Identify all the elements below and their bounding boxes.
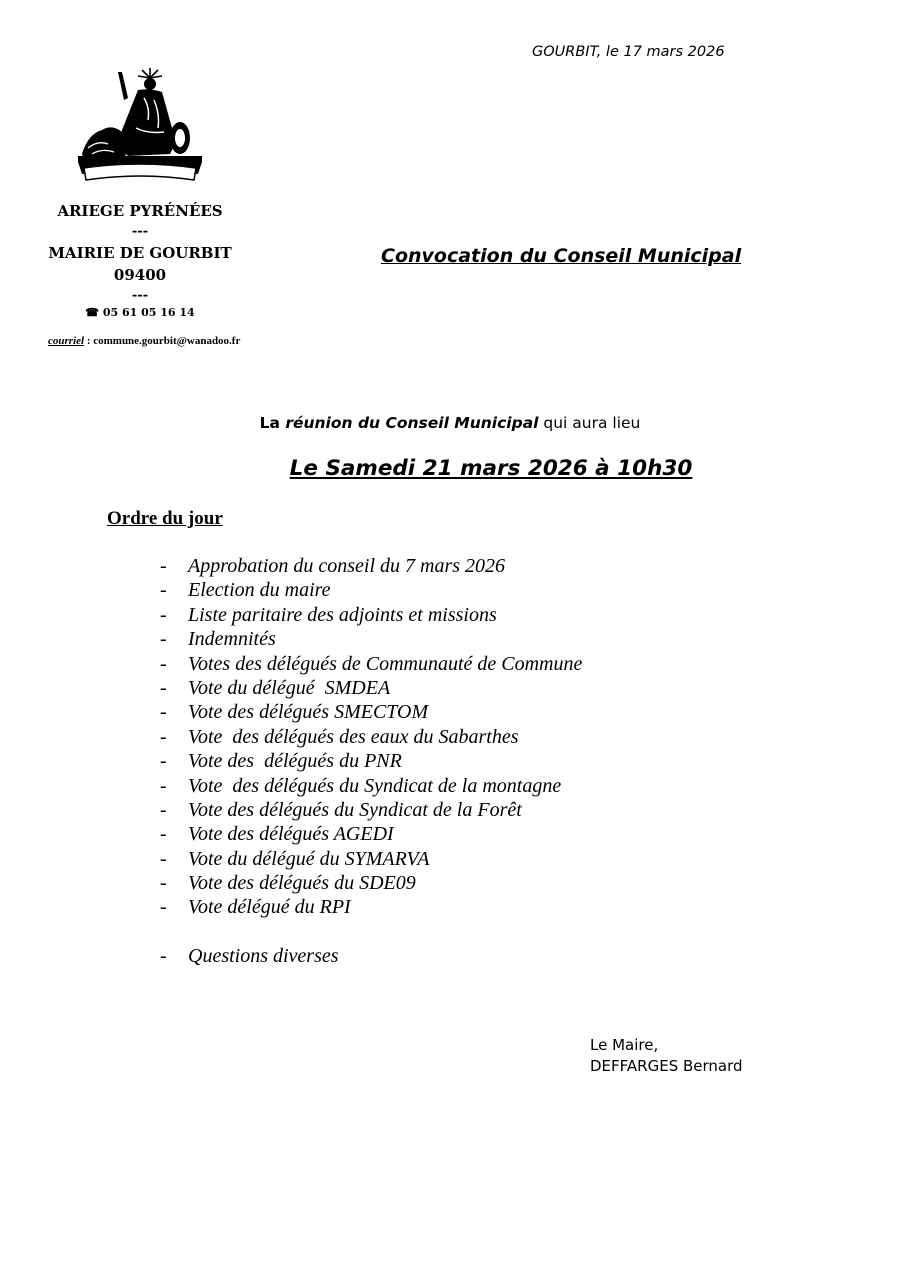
agenda-item-text: Vote des délégués du SDE09 (188, 872, 416, 895)
list-item (160, 627, 582, 651)
bullet: - (160, 847, 167, 870)
list-item (160, 749, 582, 773)
bullet: - (160, 944, 167, 967)
republic-seal-logo (78, 68, 202, 186)
bullet: - (160, 701, 167, 724)
bullet: - (160, 652, 167, 675)
email-line (48, 335, 240, 347)
agenda-item-text: Vote des délégués du Syndicat de la montagne (188, 774, 562, 797)
agenda-item-text: Questions diverses (188, 944, 339, 967)
list-spacer (160, 920, 582, 944)
list-item (160, 676, 582, 700)
phone-number: ☎ 05 61 05 16 14 (85, 306, 195, 319)
list-item (160, 895, 582, 919)
bullet: - (160, 872, 167, 895)
list-item (160, 652, 582, 676)
separator: --- (131, 288, 149, 303)
agenda-item-text: Vote des délégués du PNR (188, 750, 402, 773)
list-item (160, 603, 582, 627)
bullet: - (160, 896, 167, 919)
list-item (160, 822, 582, 846)
agenda-item-text: Vote du délégué SMDEA (188, 676, 391, 699)
agenda-item-text: Votes des délégués de Communauté de Commune (188, 652, 583, 675)
agenda-item-text: Vote des délégués SMECTOM (188, 701, 429, 724)
list-item (160, 871, 582, 895)
intro-sentence (0, 414, 900, 432)
list-item (160, 554, 582, 578)
bullet: - (160, 823, 167, 846)
agenda-item-text: Vote délégué du RPI (188, 896, 351, 919)
agenda-item-text: Approbation du conseil du 7 mars 2026 (188, 555, 506, 577)
document-title: Convocation du Conseil Municipal (381, 245, 742, 267)
agenda-list (160, 554, 582, 968)
intro-part2: réunion du Conseil Municipal (285, 414, 539, 432)
agenda-item-text: Vote du délégué du SYMARVA (188, 847, 430, 870)
email-label: courriel (48, 335, 85, 347)
list-item (160, 798, 582, 822)
postal-code: 09400 (113, 266, 167, 284)
list-item (160, 578, 582, 602)
document-date: GOURBIT, le 17 mars 2026 (532, 44, 725, 60)
meeting-date: Le Samedi 21 mars 2026 à 10h30 (289, 456, 693, 481)
mairie-name: MAIRIE DE GOURBIT (48, 244, 232, 262)
signature-name: DEFFARGES Bernard (590, 1057, 743, 1075)
bullet: - (160, 628, 167, 651)
agenda-item-text: Indemnités (188, 628, 276, 651)
agenda-heading: Ordre du jour (107, 508, 223, 529)
list-item (160, 847, 582, 871)
intro-part3: qui aura lieu (538, 414, 641, 432)
bullet: - (160, 798, 167, 821)
list-item (160, 774, 582, 798)
bullet: - (160, 750, 167, 773)
intro-part1: La (259, 414, 286, 432)
agenda-item-text: Liste paritaire des adjoints et missions (188, 603, 497, 626)
signature-role: Le Maire, (590, 1036, 659, 1054)
email-separator: : (84, 335, 94, 347)
agenda-item-text: Election du maire (188, 579, 331, 602)
marianne-seal-icon (78, 68, 202, 186)
list-item (160, 700, 582, 724)
agenda-item-text: Vote des délégués du Syndicat de la Forêt (188, 798, 522, 821)
bullet: - (160, 676, 167, 699)
list-item (160, 944, 582, 968)
bullet: - (160, 603, 167, 626)
list-item (160, 725, 582, 749)
bullet: - (160, 774, 167, 797)
bullet: - (160, 725, 167, 748)
bullet: - (160, 555, 167, 577)
agenda-item-text: Vote des délégués AGEDI (188, 823, 394, 846)
email-address: commune.gourbit@wanadoo.fr (93, 335, 241, 347)
separator: --- (131, 224, 149, 239)
agenda-item-text: Vote des délégués des eaux du Sabarthes (188, 725, 519, 748)
region-name: ARIEGE PYRÉNÉES (57, 202, 223, 220)
bullet: - (160, 579, 167, 602)
